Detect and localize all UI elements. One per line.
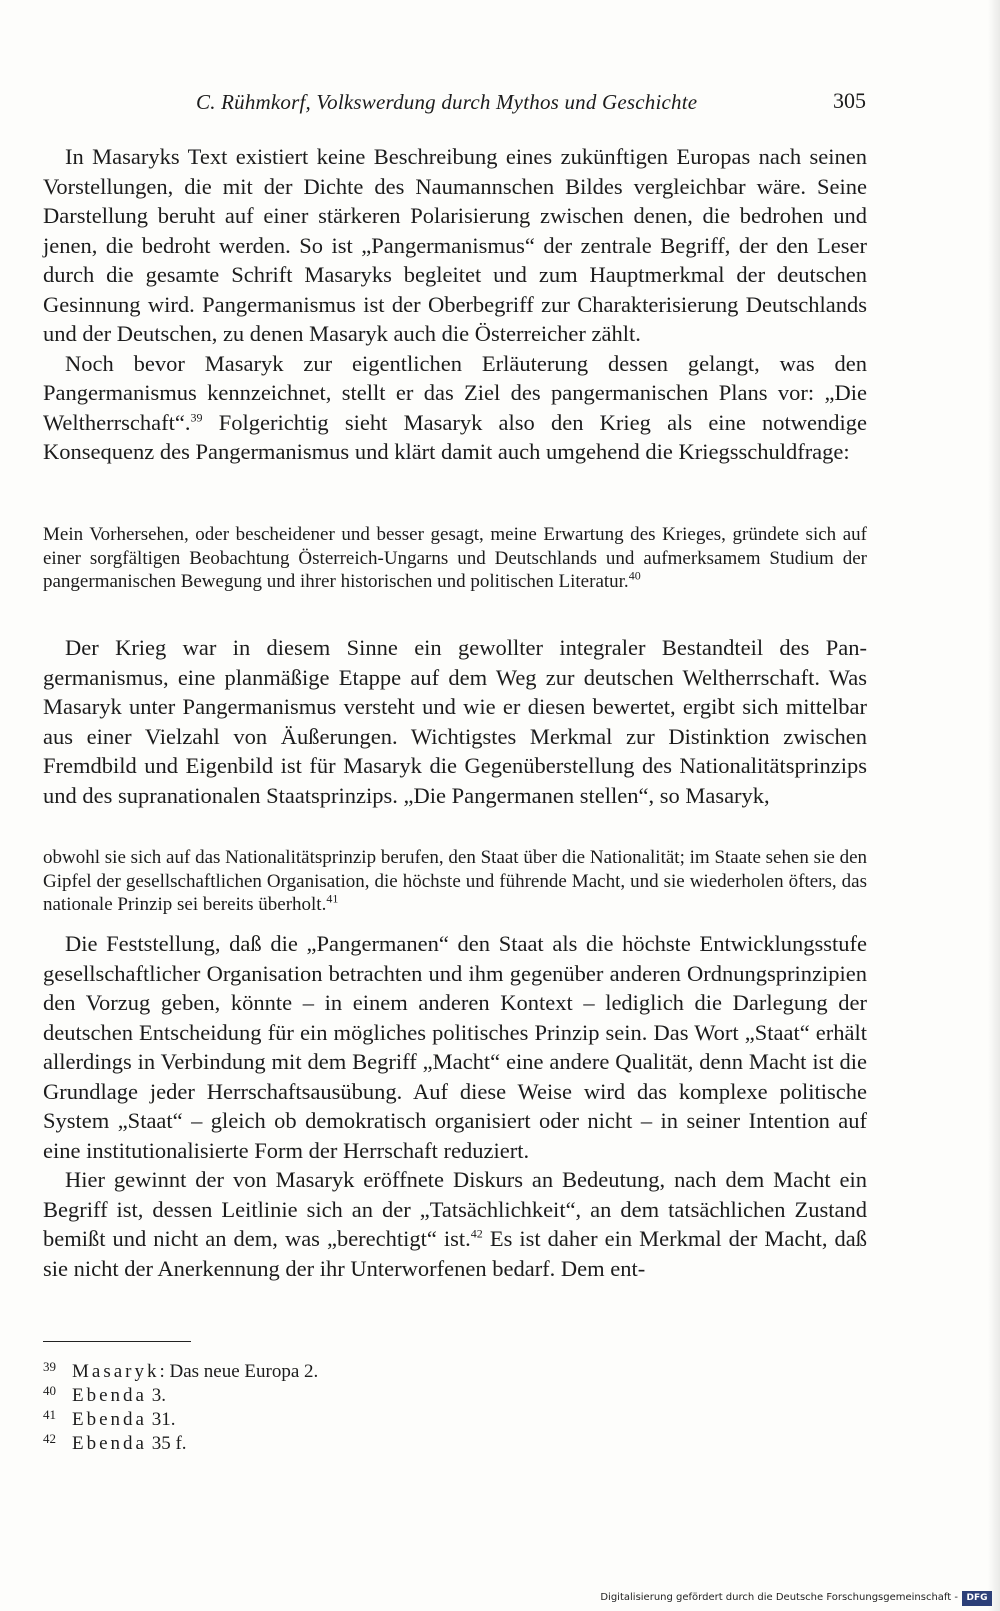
body-block-2 bbox=[43, 633, 867, 810]
paragraph: Die Feststellung, daß die „Pangermanen“ den Staat als die höchste Entwicklungsstufe gesellschaftlicher Organisation betrachten und ihm gegenüber anderen Ordnungsprinzipien den Vorzug geben, könnte – in einem anderen Kontext – lediglich die Darlegung der deutschen Entscheidung für ein mögliches politisches Prinzip sein. Das Wort „Staat“ erhält allerdings in Verbindung mit dem Begriff „Macht“ eine andere Qualität, denn Macht ist die Grundlage jeder Herrschaftsausübung. Auf diese Weise wird das komplexe politische System „Staat“ – gleich ob demokratisch organisiert oder nicht – in seiner Intention auf eine institutionalisierte Form der Herrschaft reduziert. bbox=[43, 931, 867, 1163]
footnote-ref: 41 bbox=[326, 891, 339, 906]
paragraph-text: Es ist daher ein Merkmal der Macht, daß sie nicht der Anerkennung der ihr Unterworfenen bedarf. Dem ent- bbox=[43, 1226, 867, 1281]
footnote-number: 42 bbox=[43, 1431, 56, 1446]
footnote-author: Ebenda bbox=[72, 1433, 147, 1454]
running-title: C. Rühmkorf, Volkswerdung durch Mythos und Geschichte bbox=[196, 90, 698, 114]
footnote-ref: 40 bbox=[628, 568, 641, 583]
paragraph-text: Noch bevor Masaryk zur eigentlichen Erläuterung dessen gelangt, was den Pangermanismus kennzeichnet, stellt er das Ziel des pangermanischen Plans vor: „Die Weltherrschaft“. bbox=[43, 350, 867, 435]
quote-body: Mein Vorhersehen, oder bescheidener und besser gesagt, meine Erwartung des Krieges, gründete sich auf einer sorgfältigen Beobachtung Österreich-Ungarns und Deutschlands und aufmerksamem Studium der pangermanischen Bewegung und ihrer historischen und politischen Literatur. bbox=[43, 524, 867, 592]
footnote-text: 3. bbox=[146, 1385, 166, 1406]
dfg-logo: DFG bbox=[962, 1591, 992, 1606]
footnote-divider bbox=[43, 1341, 191, 1342]
body-block-3 bbox=[43, 929, 867, 1283]
footnotes bbox=[43, 1360, 318, 1456]
footnote-number: 41 bbox=[43, 1407, 56, 1422]
paragraph: Der Krieg war in diesem Sinne ein gewollter integraler Bestandteil des Pangermanismus, eine planmäßige Etappe auf dem Weg zur deutschen Weltherrschaft. Was Masaryk unter Pangermanismus versteht und wie er diesen bewertet, ergibt sich mittelbar aus einer Vielzahl von Äußerungen. Wichtigstes Merkmal zur Distinktion zwischen Fremdbild und Eigenbild ist für Masaryk die Gegenüberstellung des Nationalitätsprinzips und des supranationalen Staatsprinzips. „Die Pangermanen stellen“, so Masaryk, bbox=[43, 635, 867, 808]
footnote-number: 39 bbox=[43, 1359, 56, 1374]
scan-edge-shadow bbox=[988, 0, 1000, 1611]
footnote-item bbox=[43, 1384, 318, 1408]
quote-text bbox=[43, 846, 867, 917]
quote-text bbox=[43, 523, 867, 594]
page-number: 305 bbox=[833, 88, 866, 113]
paragraph-text: Folgerichtig sieht Masaryk also den Krieg als eine notwendige Konsequenz des Pangermanismus und klärt damit auch umgehend die Kriegsschuldfrage: bbox=[43, 409, 867, 464]
footnote-ref: 42 bbox=[470, 1226, 483, 1241]
digitization-note: Digitalisierung gefördert durch die Deutsche Forschungsgemeinschaft - bbox=[600, 1592, 958, 1603]
footnote-author: Masaryk bbox=[72, 1361, 160, 1382]
footnote-item bbox=[43, 1360, 318, 1384]
paragraph bbox=[43, 349, 867, 467]
body-block-1 bbox=[43, 142, 867, 467]
block-quote-2 bbox=[43, 846, 867, 917]
footnote-author: Ebenda bbox=[72, 1385, 147, 1406]
footnote-text: 35 f. bbox=[146, 1433, 187, 1454]
paragraph bbox=[43, 1165, 867, 1283]
paragraph: In Masaryks Text existiert keine Beschreibung eines zukünftigen Europas nach seinen Vorstellungen, die mit der Dichte des Naumannschen Bildes vergleichbar wäre. Seine Darstellung beruht auf einer stärkeren Polarisierung zwischen denen, die bedrohen und jenen, die bedroht werden. So ist „Pangermanismus“ der zentrale Begriff, der den Leser durch die gesamte Schrift Masaryks begleitet und zum Hauptmerkmal der deutschen Gesinnung wird. Pangermanismus ist der Oberbegriff zur Charakterisierung Deutschlands und der Deutschen, zu denen Masaryk auch die Österreicher zählt. bbox=[43, 144, 867, 346]
block-quote-1 bbox=[43, 523, 867, 594]
footnote-text: : Das neue Europa 2. bbox=[159, 1361, 319, 1382]
footnote-ref: 39 bbox=[190, 410, 203, 424]
paragraph-text: Hier gewinnt der von Masaryk eröffnete Diskurs an Bedeutung, nach dem Macht ein Begriff ist, dessen Leitlinie sich an der „Tatsächlichkeit“, an dem tatsächlichen Zustand bemißt und nicht an dem, was „berechtigt“ ist. bbox=[43, 1167, 867, 1251]
footnote-item bbox=[43, 1408, 318, 1432]
footnote-text: 31. bbox=[146, 1409, 176, 1430]
quote-body: obwohl sie sich auf das Nationalitätsprinzip berufen, den Staat über die Nationalität; im Staate sehen sie den Gipfel der gesellschaftlichen Organisation, die höchste und führende Macht, und sie wiederholen öfters, das nationale Prinzip sei bereits überholt. bbox=[43, 847, 867, 915]
footnote-item bbox=[43, 1432, 318, 1456]
footnote-number: 40 bbox=[43, 1383, 56, 1398]
footnote-author: Ebenda bbox=[72, 1409, 147, 1430]
